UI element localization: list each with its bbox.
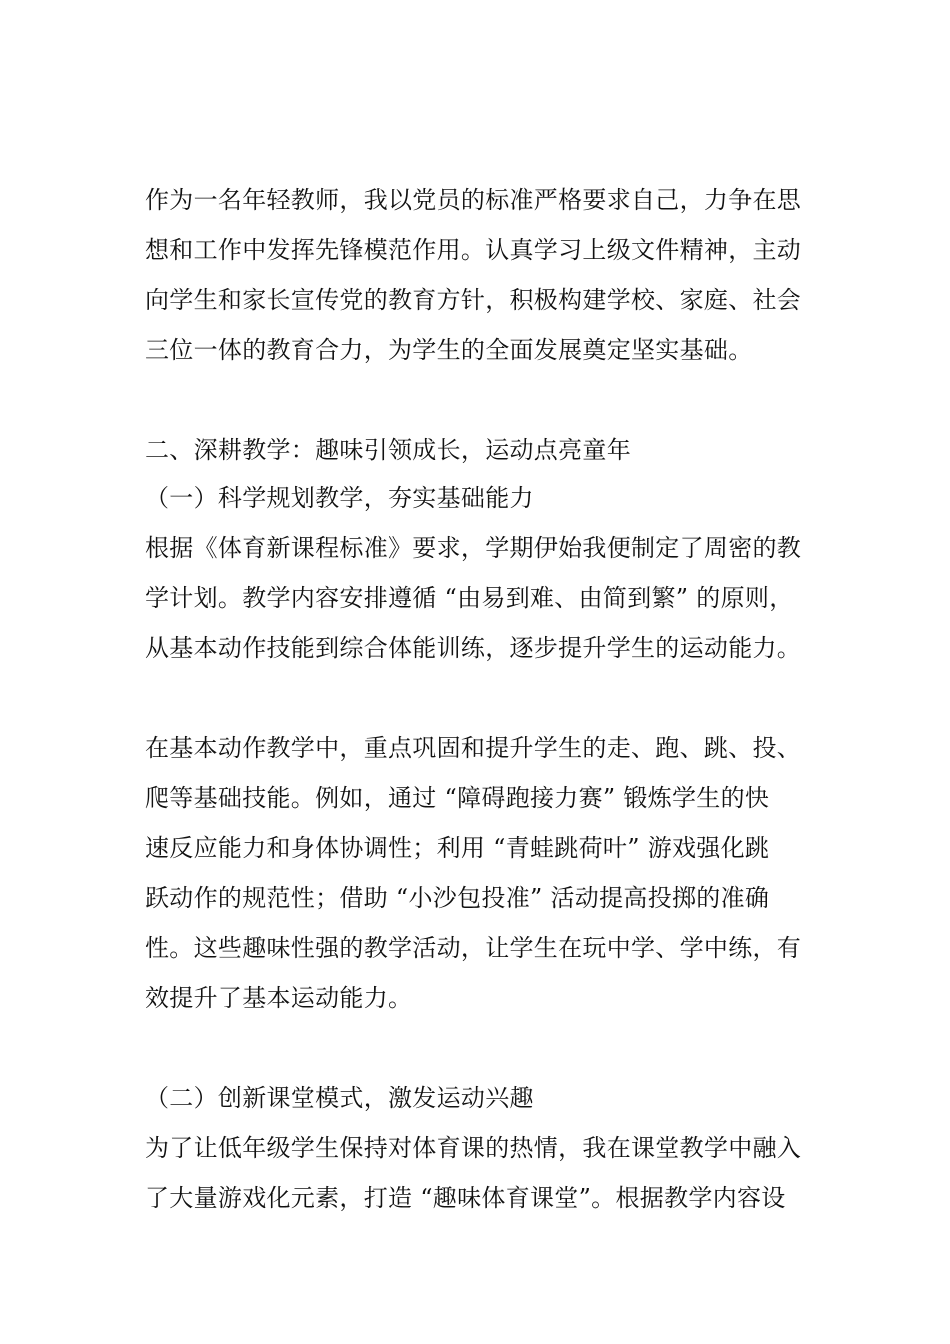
paragraph-1-line: 作为一名年轻教师，我以党员的标准严格要求自己，力争在思 xyxy=(145,186,802,214)
paragraph-4-line: 了大量游戏化元素，打造 “趣味体育课堂”。根据教学内容设 xyxy=(145,1184,786,1212)
section-2-heading: 二、深耕教学：趣味引领成长，运动点亮童年 xyxy=(145,436,631,464)
paragraph-3-line: 在基本动作教学中，重点巩固和提升学生的走、跑、跳、投、 xyxy=(145,734,802,762)
paragraph-2-line: 根据《体育新课程标准》要求，学期伊始我便制定了周密的教 xyxy=(145,534,802,562)
paragraph-1-line: 想和工作中发挥先锋模范作用。认真学习上级文件精神，主动 xyxy=(145,236,802,264)
paragraph-3-line: 效提升了基本运动能力。 xyxy=(145,984,413,1012)
paragraph-1-line: 三位一体的教育合力，为学生的全面发展奠定坚实基础。 xyxy=(145,336,753,364)
paragraph-3-line: 性。这些趣味性强的教学活动，让学生在玩中学、学中练，有 xyxy=(145,934,802,962)
paragraph-2-line: 学计划。教学内容安排遵循 “由易到难、由简到繁” 的原则， xyxy=(145,584,794,612)
subsection-1-heading: （一）科学规划教学，夯实基础能力 xyxy=(145,484,534,512)
paragraph-4-line: 为了让低年级学生保持对体育课的热情，我在课堂教学中融入 xyxy=(145,1134,802,1162)
subsection-2-heading: （二）创新课堂模式，激发运动兴趣 xyxy=(145,1084,534,1112)
paragraph-3-line: 爬等基础技能。例如，通过 “障碍跑接力赛” 锻炼学生的快 xyxy=(145,784,770,812)
paragraph-2-line: 从基本动作技能到综合体能训练，逐步提升学生的运动能力。 xyxy=(145,634,802,662)
paragraph-3-line: 跃动作的规范性；借助 “小沙包投准” 活动提高投掷的准确 xyxy=(145,884,770,912)
paragraph-1-line: 向学生和家长宣传党的教育方针，积极构建学校、家庭、社会 xyxy=(145,286,802,314)
paragraph-3-line: 速反应能力和身体协调性；利用 “青蛙跳荷叶” 游戏强化跳 xyxy=(145,834,770,862)
